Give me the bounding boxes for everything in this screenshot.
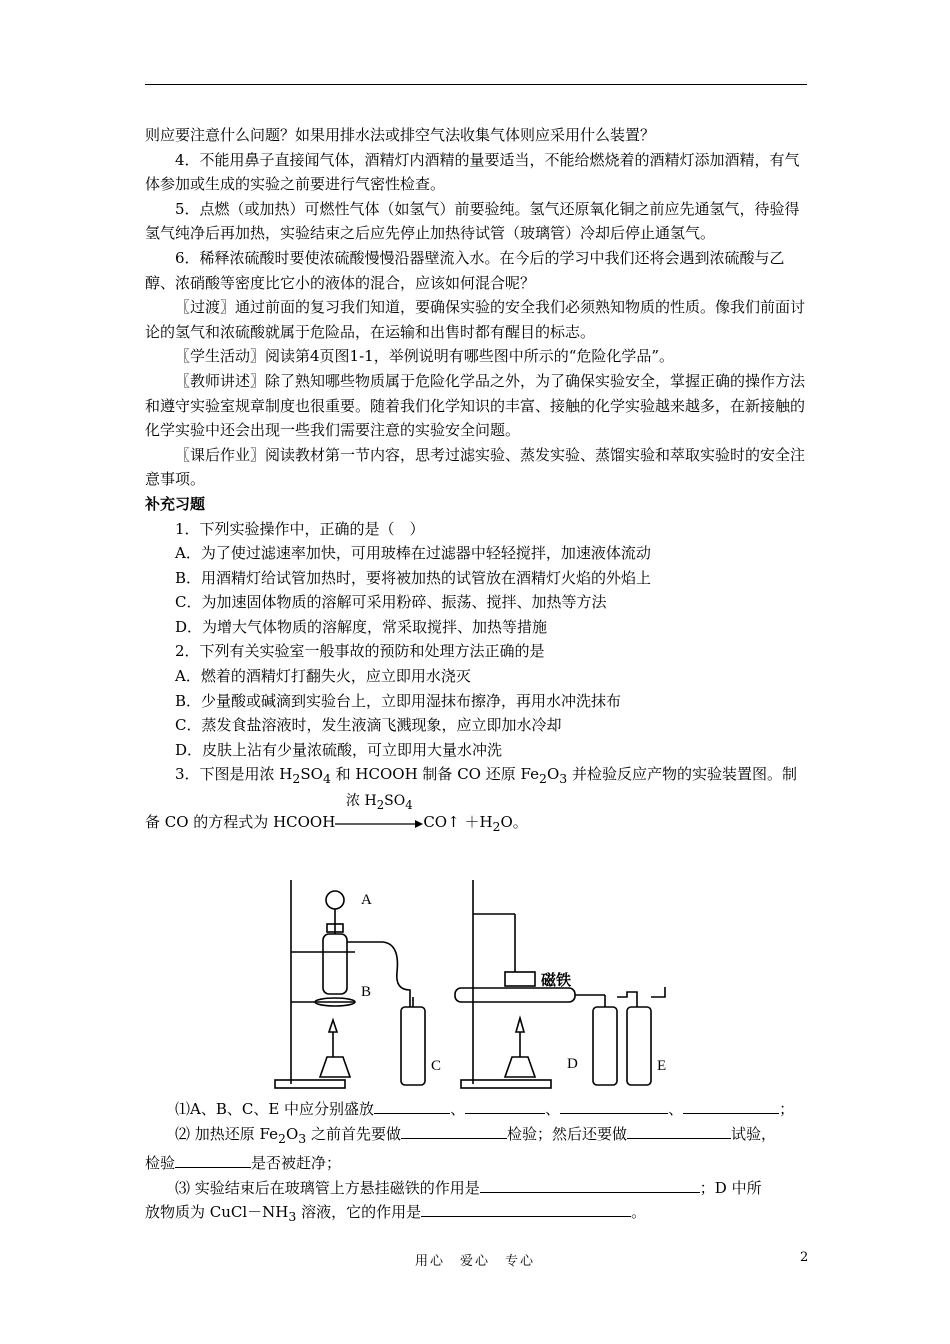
- option: B．少量酸或碱滴到实验台上，立即用湿抹布擦净，再用水冲洗抹布: [175, 691, 622, 710]
- question-stem: 3．下图是用浓 $H_2SO_4$ 和 HCOOH 制备 CO 还原 $Fe_2O_3$ 并检验反应产物的实验装置图。制: [175, 765, 797, 787]
- paragraph: 〖过渡〗通过前面的复习我们知道，要确保实验的安全我们必须熟知物质的性质。像我们前面讨论的氢气和浓硫酸就属于危险品，在运输和出售时都有醒目的标志。: [145, 298, 806, 341]
- arrow-icon: [335, 820, 423, 828]
- sub-question-2: ⑵ 加热还原 $Fe_2O_3$ 之前首先要做 检验；然后还要做 试验，: [175, 1124, 777, 1146]
- equation: 备 CO 的方程式为 HCOOH 浓 $H_2SO_4$ CO↑ $+H_2O$。: [145, 810, 807, 840]
- label-c: C: [431, 1058, 442, 1074]
- apparatus-figure: [265, 872, 685, 1097]
- option: A．燃着的酒精灯打翻失火，应立即用水浇灭: [175, 667, 471, 686]
- label-a: A: [361, 892, 372, 908]
- answer-blank[interactable]: [175, 1152, 251, 1168]
- answer-blank[interactable]: [421, 1201, 631, 1217]
- page-number: 2: [800, 1250, 809, 1265]
- footer-motto: 用心 爱心 专心: [414, 1254, 535, 1269]
- paragraph: 则应要注意什么问题？如果用排水法或排空气法收集气体则应采用什么装置？: [145, 126, 656, 144]
- option: A．为了使过滤速率加快，可用玻棒在过滤器中轻轻搅拌，加速液体流动: [175, 544, 651, 563]
- option: D．为增大气体物质的溶解度，常采取搅拌、加热等措施: [175, 617, 548, 636]
- reaction-condition: 浓 $H_2SO_4$: [346, 793, 413, 812]
- sub-question-1: ⑴A、B、C、E 中应分别盛放 、 、 、 ；: [175, 1100, 795, 1118]
- paragraph: 5．点燃（或加热）可燃性气体（如氢气）前要验纯。氢气还原氧化铜之前应先通氢气，待验得氢气纯净后再加热，实验结束之后应先停止加热待试管（玻璃管）冷却后停止通氢气。: [145, 199, 800, 243]
- paragraph: 4．不能用鼻子直接闻气体，酒精灯内酒精的量要适当，不能给燃烧着的酒精灯添加酒精，有气体参加或生成的实验之前要进行气密性检查。: [145, 150, 800, 194]
- answer-blank[interactable]: [627, 1123, 731, 1139]
- section-title: 补充习题: [145, 494, 206, 513]
- paragraph: 6．稀释浓硫酸时要使浓硫酸慢慢沿器壁流入水。在今后的学习中我们还将会遇到浓硫酸与乙醇、浓硝酸等密度比它小的液体的混合，应该如何混合呢？: [145, 248, 785, 292]
- reaction-arrow: [335, 793, 423, 833]
- paragraph: 〖课后作业〗阅读教材第一节内容，思考过滤实验、蒸发实验、蒸馏实验和萃取实验时的安全注意事项。: [145, 445, 806, 489]
- answer-blank[interactable]: [401, 1123, 507, 1139]
- sub-question-2-cont: 检验 是否被赶净；: [145, 1154, 342, 1173]
- option: C．为加速固体物质的溶解可采用粉碎、振荡、搅拌、加热等方法: [175, 593, 607, 612]
- label-b: B: [361, 984, 372, 1000]
- question-stem: 2．下列有关实验室一般事故的预防和处理方法正确的是: [175, 642, 545, 661]
- header-rule: [145, 84, 807, 85]
- body-text: [145, 123, 807, 840]
- answer-blank[interactable]: [683, 1098, 779, 1114]
- sub-questions: [145, 1097, 807, 1230]
- answer-blank[interactable]: [465, 1098, 545, 1114]
- label-e: E: [657, 1058, 667, 1074]
- paragraph: 〖教师讲述〗除了熟知哪些物质属于危险化学品之外，为了确保实验安全，掌握正确的操作方法和遵守实验室规章制度也很重要。随着我们化学知识的丰富、接触的化学实验越来越多，在新接触的化学实验中还会出现一些我们需要注意的实验安全问题。: [145, 371, 806, 440]
- label-d: D: [567, 1056, 578, 1072]
- sub-question-3-cont: 放物质为 $CuCl-NH_3$ 溶液，它的作用是 。: [145, 1203, 647, 1225]
- sub-question-3: ⑶ 实验结束后在玻璃管上方悬挂磁铁的作用是 ；D 中所: [175, 1178, 762, 1197]
- option: C．蒸发食盐溶液时，发生液滴飞溅现象，应立即加水冷却: [175, 716, 562, 735]
- option: B．用酒精灯给试管加热时，要将被加热的试管放在酒精灯火焰的外焰上: [175, 568, 652, 587]
- paragraph: 〖学生活动〗阅读第4页图1-1，举例说明有哪些图中所示的“危险化学品”。: [175, 347, 675, 366]
- answer-blank[interactable]: [374, 1098, 450, 1114]
- question-stem: 1．下列实验操作中，正确的是（ ）: [175, 519, 425, 538]
- option: D．皮肤上沾有少量浓硫酸，可立即用大量水冲洗: [175, 740, 503, 759]
- answer-blank[interactable]: [560, 1098, 668, 1114]
- label-magnet: 磁铁: [541, 971, 572, 989]
- answer-blank[interactable]: [480, 1177, 700, 1193]
